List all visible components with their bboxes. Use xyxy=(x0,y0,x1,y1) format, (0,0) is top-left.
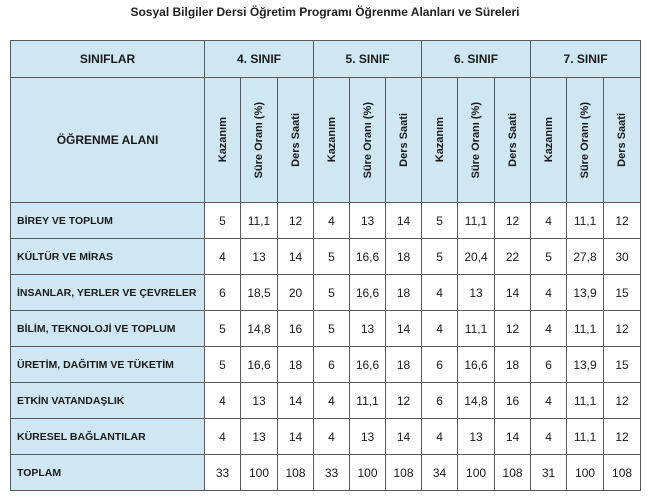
table-cell: 5 xyxy=(205,203,241,239)
table-row xyxy=(11,383,641,419)
table-cell: 13 xyxy=(241,419,278,455)
table-cell: 20,4 xyxy=(458,239,495,275)
table-cell: 14,8 xyxy=(241,311,278,347)
table-cell: 4 xyxy=(531,311,567,347)
table-cell: 11,1 xyxy=(567,419,604,455)
table-cell: 18 xyxy=(386,239,422,275)
table-cell: 4 xyxy=(422,419,458,455)
table-cell: 14 xyxy=(278,383,314,419)
table-cell: 13,9 xyxy=(567,347,604,383)
table-row xyxy=(11,347,641,383)
table-row xyxy=(11,203,641,239)
grade-4-sure-orani-header xyxy=(241,78,278,203)
row-label: ÜRETİM, DAĞITIM VE TÜKETİM xyxy=(11,347,205,383)
table-cell: 18 xyxy=(495,347,531,383)
table-cell: 4 xyxy=(531,419,567,455)
table-cell: 13 xyxy=(350,203,386,239)
table-cell: 5 xyxy=(314,311,350,347)
table-cell: 11,1 xyxy=(350,383,386,419)
table-cell: 13 xyxy=(241,383,278,419)
table-cell: 11,1 xyxy=(241,203,278,239)
table-cell: 4 xyxy=(205,239,241,275)
table-cell: 18 xyxy=(386,347,422,383)
grade-6-ders-saati-header xyxy=(495,78,531,203)
table-cell: 6 xyxy=(531,347,567,383)
table-cell: 4 xyxy=(205,419,241,455)
subcolumn-label: Ders Saati xyxy=(397,113,410,167)
subcolumn-label: Süre Oranı (%) xyxy=(361,101,374,179)
grade-6-kazanim-header xyxy=(422,78,458,203)
table-cell: 4 xyxy=(531,275,567,311)
table-cell: 108 xyxy=(386,455,422,491)
table-cell: 14 xyxy=(386,419,422,455)
table-cell: 5 xyxy=(205,347,241,383)
table-cell: 33 xyxy=(314,455,350,491)
table-cell: 14 xyxy=(386,203,422,239)
table-cell: 14 xyxy=(386,311,422,347)
table-row xyxy=(11,455,641,491)
table-cell: 12 xyxy=(604,311,641,347)
row-label: BİREY VE TOPLUM xyxy=(11,203,205,239)
table-cell: 4 xyxy=(531,383,567,419)
grade-4-kazanim-header xyxy=(205,78,241,203)
subcolumn-label: Kazanım xyxy=(542,117,555,163)
table-cell: 15 xyxy=(604,275,641,311)
table-cell: 16,6 xyxy=(350,275,386,311)
table-cell: 11,1 xyxy=(567,383,604,419)
table-cell: 5 xyxy=(531,239,567,275)
grade-4-header: 4. SINIF xyxy=(205,41,314,78)
table-cell: 16,6 xyxy=(458,347,495,383)
table-cell: 34 xyxy=(422,455,458,491)
table-cell: 12 xyxy=(604,203,641,239)
table-cell: 16 xyxy=(495,383,531,419)
table-cell: 13 xyxy=(350,419,386,455)
table-cell: 18 xyxy=(386,275,422,311)
table-cell: 12 xyxy=(386,383,422,419)
ogrenme-alani-header: ÖĞRENME ALANI xyxy=(11,78,205,203)
table-cell: 18,5 xyxy=(241,275,278,311)
table-cell: 16 xyxy=(278,311,314,347)
document-title: Sosyal Bilgiler Dersi Öğretim Programı Öğrenme Alanları ve Süreleri xyxy=(130,5,520,19)
subcolumn-label: Ders Saati xyxy=(289,113,302,167)
table-cell: 16,6 xyxy=(350,347,386,383)
subcolumn-label: Süre Oranı (%) xyxy=(470,101,483,179)
grade-6-header: 6. SINIF xyxy=(422,41,531,78)
table-cell: 4 xyxy=(314,383,350,419)
table-cell: 6 xyxy=(314,347,350,383)
table-cell: 16,6 xyxy=(350,239,386,275)
table-cell: 4 xyxy=(314,203,350,239)
table-cell: 14 xyxy=(278,419,314,455)
table-cell: 4 xyxy=(422,275,458,311)
table-cell: 5 xyxy=(422,203,458,239)
table-cell: 100 xyxy=(567,455,604,491)
table-cell: 14 xyxy=(495,275,531,311)
table-cell: 12 xyxy=(604,419,641,455)
table-cell: 18 xyxy=(278,347,314,383)
learning-areas-table xyxy=(10,40,641,491)
table-row xyxy=(11,239,641,275)
table-cell: 22 xyxy=(495,239,531,275)
table-row xyxy=(11,419,641,455)
table-cell: 20 xyxy=(278,275,314,311)
table-cell: 12 xyxy=(278,203,314,239)
table-cell: 13 xyxy=(241,239,278,275)
table-cell: 15 xyxy=(604,347,641,383)
grade-7-sure-orani-header xyxy=(567,78,604,203)
table-cell: 11,1 xyxy=(567,311,604,347)
grade-6-sure-orani-header xyxy=(458,78,495,203)
grade-5-header: 5. SINIF xyxy=(314,41,422,78)
subcolumn-label: Süre Oranı (%) xyxy=(579,101,592,179)
grade-4-ders-saati-header xyxy=(278,78,314,203)
grade-7-header: 7. SINIF xyxy=(531,41,641,78)
subcolumn-label: Ders Saati xyxy=(506,113,519,167)
subcolumn-label: Kazanım xyxy=(216,117,229,163)
row-label: TOPLAM xyxy=(11,455,205,491)
row-label: KÜRESEL BAĞLANTILAR xyxy=(11,419,205,455)
grade-7-kazanim-header xyxy=(531,78,567,203)
table-cell: 13 xyxy=(458,419,495,455)
grade-7-ders-saati-header xyxy=(604,78,641,203)
table-cell: 108 xyxy=(604,455,641,491)
table-cell: 6 xyxy=(422,383,458,419)
table-cell: 100 xyxy=(241,455,278,491)
siniflar-header: SINIFLAR xyxy=(11,41,205,78)
table-cell: 5 xyxy=(314,275,350,311)
row-label: BİLİM, TEKNOLOJİ VE TOPLUM xyxy=(11,311,205,347)
row-label: ETKİN VATANDAŞLIK xyxy=(11,383,205,419)
table-cell: 11,1 xyxy=(567,203,604,239)
subcolumn-label: Süre Oranı (%) xyxy=(253,101,265,179)
subcolumn-label: Kazanım xyxy=(433,117,446,163)
table-cell: 4 xyxy=(531,203,567,239)
table-cell: 11,1 xyxy=(458,203,495,239)
table-cell: 12 xyxy=(495,203,531,239)
table-cell: 14,8 xyxy=(458,383,495,419)
row-label: İNSANLAR, YERLER VE ÇEVRELER xyxy=(11,275,205,311)
table-cell: 5 xyxy=(314,239,350,275)
table-cell: 14 xyxy=(278,239,314,275)
table-cell: 108 xyxy=(278,455,314,491)
table-cell: 6 xyxy=(205,275,241,311)
subcolumn-label: Kazanım xyxy=(325,117,338,163)
table-cell: 27,8 xyxy=(567,239,604,275)
table-cell: 12 xyxy=(604,383,641,419)
table-row xyxy=(11,311,641,347)
table-cell: 4 xyxy=(314,419,350,455)
table-cell: 4 xyxy=(422,311,458,347)
row-label: KÜLTÜR VE MİRAS xyxy=(11,239,205,275)
grade-5-sure-orani-header xyxy=(350,78,386,203)
table-cell: 5 xyxy=(422,239,458,275)
table-cell: 13 xyxy=(458,275,495,311)
subcolumn-label: Ders Saati xyxy=(616,113,629,167)
table-cell: 4 xyxy=(205,383,241,419)
table-cell: 16,6 xyxy=(241,347,278,383)
table-cell: 12 xyxy=(495,311,531,347)
table-cell: 100 xyxy=(350,455,386,491)
table-cell: 5 xyxy=(205,311,241,347)
table-cell: 13,9 xyxy=(567,275,604,311)
grade-5-kazanim-header xyxy=(314,78,350,203)
table-row xyxy=(11,275,641,311)
table-cell: 33 xyxy=(205,455,241,491)
table-cell: 14 xyxy=(495,419,531,455)
table-cell: 31 xyxy=(531,455,567,491)
table-cell: 108 xyxy=(495,455,531,491)
table-cell: 30 xyxy=(604,239,641,275)
table-cell: 6 xyxy=(422,347,458,383)
table-cell: 13 xyxy=(350,311,386,347)
table-cell: 11,1 xyxy=(458,311,495,347)
grade-5-ders-saati-header xyxy=(386,78,422,203)
table-cell: 100 xyxy=(458,455,495,491)
